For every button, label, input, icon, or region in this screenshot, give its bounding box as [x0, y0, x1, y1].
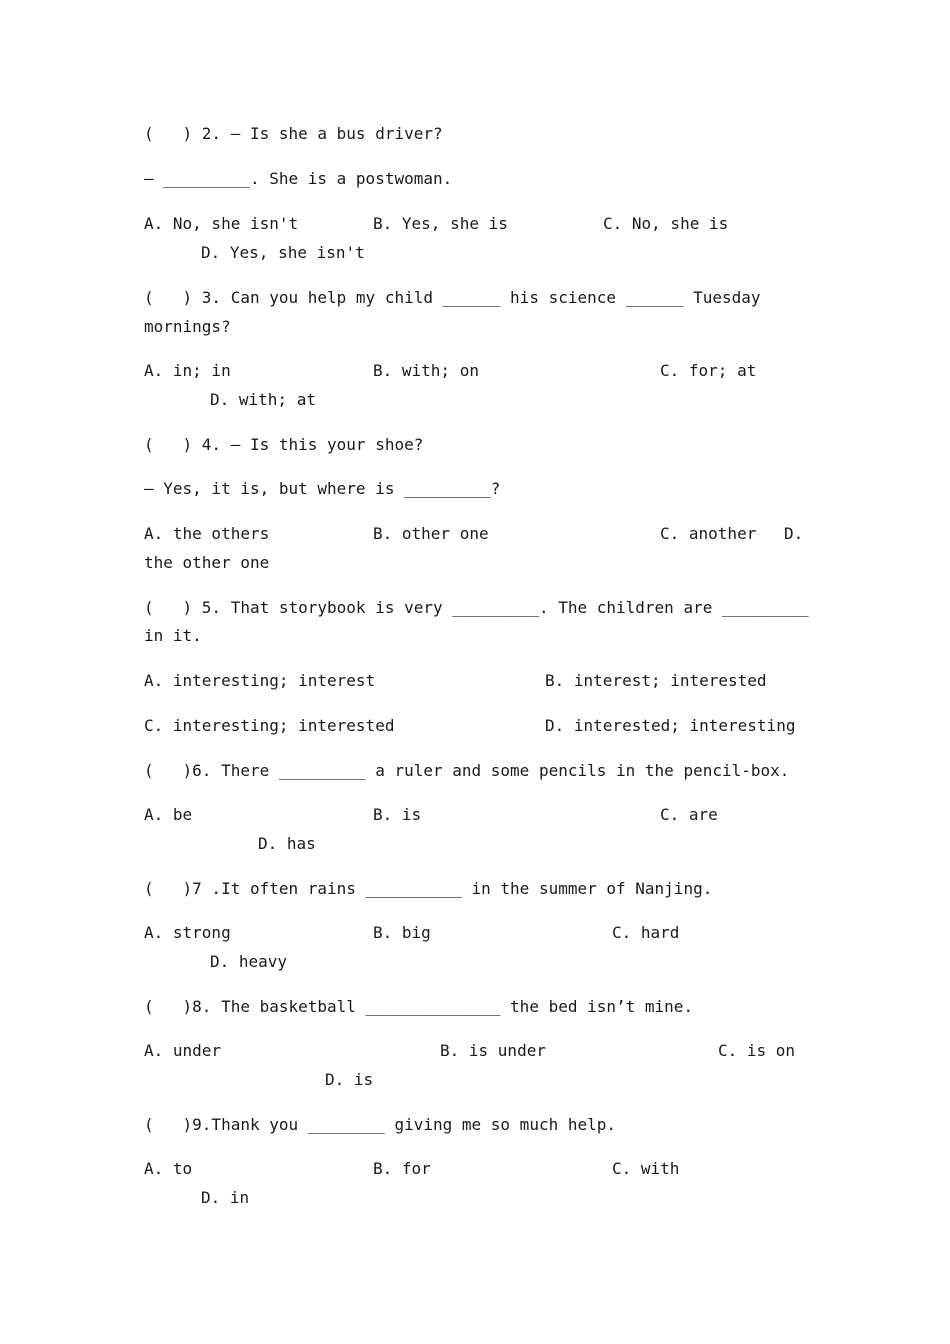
question-9-option-a: A. to [144, 1159, 193, 1178]
question-7-option-d: D. heavy [210, 952, 288, 971]
question-2-stem: ( ) 2. — Is she a bus driver? [144, 124, 443, 143]
question-2-option-a: A. No, she isn't [144, 214, 299, 233]
question-2-option-b: B. Yes, she is [373, 214, 508, 233]
question-6-option-b: B. is [373, 805, 422, 824]
question-7-option-c: C. hard [612, 923, 680, 942]
question-8-option-b: B. is under [440, 1041, 546, 1060]
question-3-stem-continued: mornings? [144, 317, 231, 336]
question-3-option-b: B. with; on [373, 361, 479, 380]
question-6-option-a: A. be [144, 805, 193, 824]
question-8-option-a: A. under [144, 1041, 222, 1060]
question-3-option-a: A. in; in [144, 361, 231, 380]
question-3-option-c: C. for; at [660, 361, 757, 380]
question-7-option-b: B. big [373, 923, 431, 942]
question-4-stem: ( ) 4. — Is this your shoe? [144, 435, 424, 454]
question-8-stem: ( )8. The basketball ______________ the bed isn’t mine. [144, 997, 694, 1016]
question-4-option-b: B. other one [373, 524, 489, 543]
question-6-option-d: D. has [258, 834, 316, 853]
question-5-option-d: D. interested; interesting [545, 716, 796, 735]
question-4-option-a: A. the others [144, 524, 270, 543]
question-3-option-d: D. with; at [210, 390, 316, 409]
question-6-option-c: C. are [660, 805, 718, 824]
question-9-option-d: D. in [201, 1188, 250, 1207]
question-5-stem: ( ) 5. That storybook is very _________. The children are _________ [144, 598, 809, 617]
question-5-option-b: B. interest; interested [545, 671, 767, 690]
question-2-response: — _________. She is a postwoman. [144, 169, 453, 188]
question-9-option-b: B. for [373, 1159, 431, 1178]
question-4-option-d-letter: D. [784, 524, 804, 543]
question-3-stem: ( ) 3. Can you help my child ______ his science ______ Tuesday [144, 288, 761, 307]
question-7-option-a: A. strong [144, 923, 231, 942]
question-8-option-d: D. is [325, 1070, 374, 1089]
question-5-option-c: C. interesting; interested [144, 716, 395, 735]
question-9-option-c: C. with [612, 1159, 680, 1178]
question-4-option-d-text: the other one [144, 553, 270, 572]
question-5-stem-continued: in it. [144, 626, 202, 645]
question-9-stem: ( )9.Thank you ________ giving me so much help. [144, 1115, 617, 1134]
question-7-stem: ( )7 .It often rains __________ in the summer of Nanjing. [144, 879, 713, 898]
question-2-option-c: C. No, she is [603, 214, 729, 233]
question-8-option-c: C. is on [718, 1041, 796, 1060]
question-5-option-a: A. interesting; interest [144, 671, 376, 690]
question-4-option-c: C. another [660, 524, 757, 543]
question-6-stem: ( )6. There _________ a ruler and some pencils in the pencil-box. [144, 761, 790, 780]
question-2-option-d: D. Yes, she isn't [201, 243, 365, 262]
question-4-response: — Yes, it is, but where is _________? [144, 479, 501, 498]
